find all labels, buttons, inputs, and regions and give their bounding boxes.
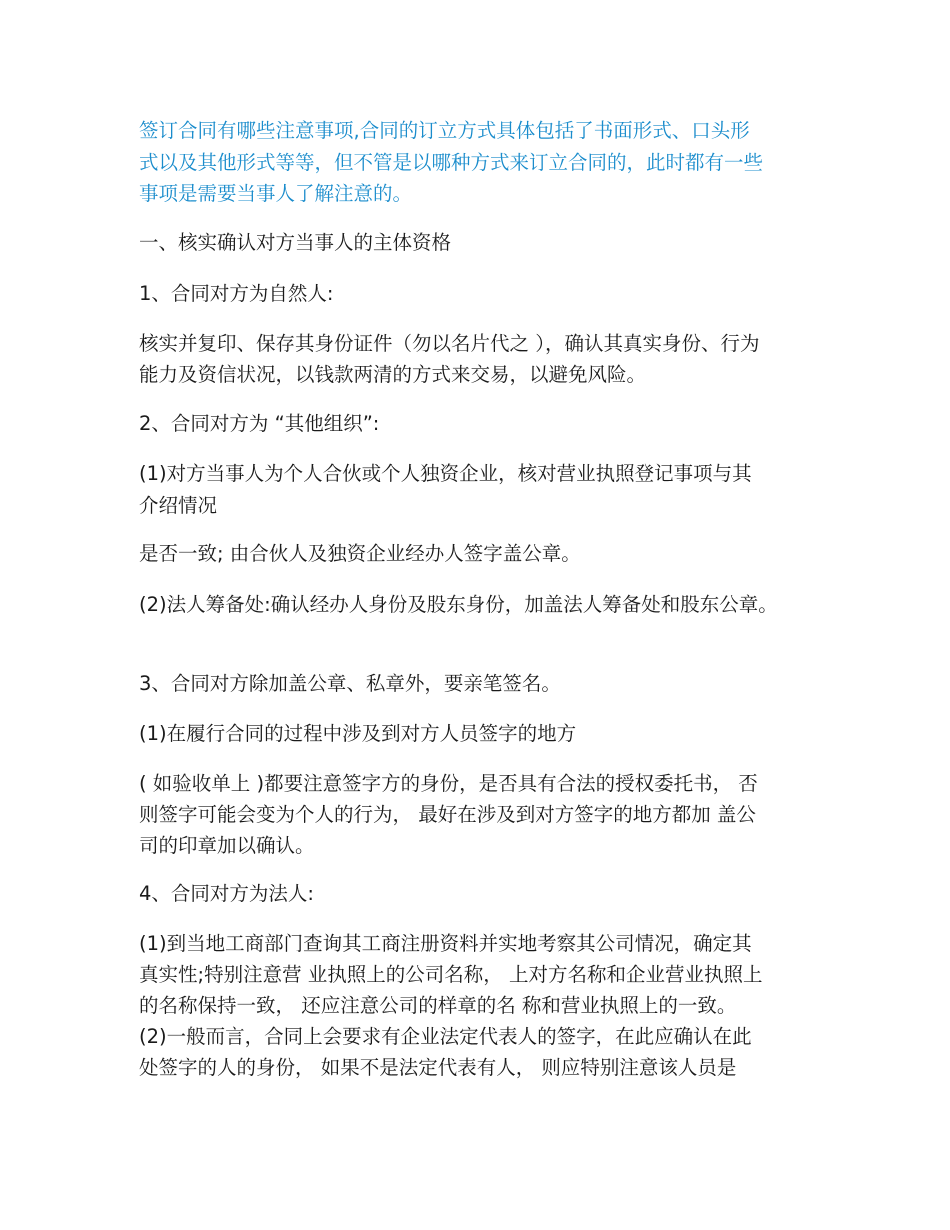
intro-line-1: 签订合同有哪些注意事项,合同的订立方式具体包括了书面形式、口头形 (139, 119, 750, 142)
item-3-p1-line-2: ( 如验收单上 )都要注意签字方的身份，是否具有合法的授权委托书， 否 (139, 772, 758, 795)
item-4-heading: 4、合同对方为法人: (139, 882, 314, 905)
item-2-p2-line-1: (2)法人筹备处:确认经办人身份及股东身份，加盖法人筹备处和股东公章。 (139, 593, 778, 616)
item-2-p1-line-2: 介绍情况 (139, 494, 218, 517)
item-4-p1-line-1: (1)到当地工商部门查询其工商注册资料并实地考察其公司情况，确定其 (139, 932, 752, 955)
item-4-p1-line-2: 真实性;特别注意营 业执照上的公司名称， 上对方名称和企业营业执照上 (139, 963, 763, 986)
item-1-heading: 1、合同对方为自然人: (139, 282, 334, 305)
item-3-heading: 3、合同对方除加盖公章、私章外，要亲笔签名。 (139, 672, 561, 695)
intro-line-2: 式以及其他形式等等，但不管是以哪种方式来订立合同的，此时都有一些 (139, 151, 764, 174)
item-4-p2-line-1: (2)一般而言，合同上会要求有企业法定代表人的签字，在此应确认在此 (139, 1025, 752, 1048)
item-3-p1-line-3: 则签字可能会变为个人的行为， 最好在涉及到对方签字的地方都加 盖公 (139, 803, 756, 826)
item-2-p1-line-3: 是否一致; 由合伙人及独资企业经办人签字盖公章。 (139, 542, 581, 565)
intro-line-3: 事项是需要当事人了解注意的。 (139, 182, 413, 205)
item-1-line-2: 能力及资信状况，以钱款两清的方式来交易，以避免风险。 (139, 363, 647, 386)
item-2-heading: 2、合同对方为 “其他组织”: (139, 412, 380, 435)
item-4-p1-line-3: 的名称保持一致， 还应注意公司的样章的名 称和营业执照上的一致。 (139, 994, 737, 1017)
item-2-p1-line-1: (1)对方当事人为个人合伙或个人独资企业，核对营业执照登记事项与其 (139, 462, 752, 485)
item-1-line-1: 核实并复印、保存其身份证件（勿以名片代之 ），确认其真实身份、行为 (139, 332, 760, 355)
item-4-p2-line-2: 处签字的人的身份， 如果不是法定代表有人， 则应特别注意该人员是 (139, 1056, 737, 1079)
item-3-p1-line-1: (1)在履行合同的过程中涉及到对方人员签字的地方 (139, 722, 577, 745)
section-heading-1: 一、核实确认对方当事人的主体资格 (139, 231, 452, 254)
item-3-p1-line-4: 司的印章加以确认。 (139, 834, 315, 857)
